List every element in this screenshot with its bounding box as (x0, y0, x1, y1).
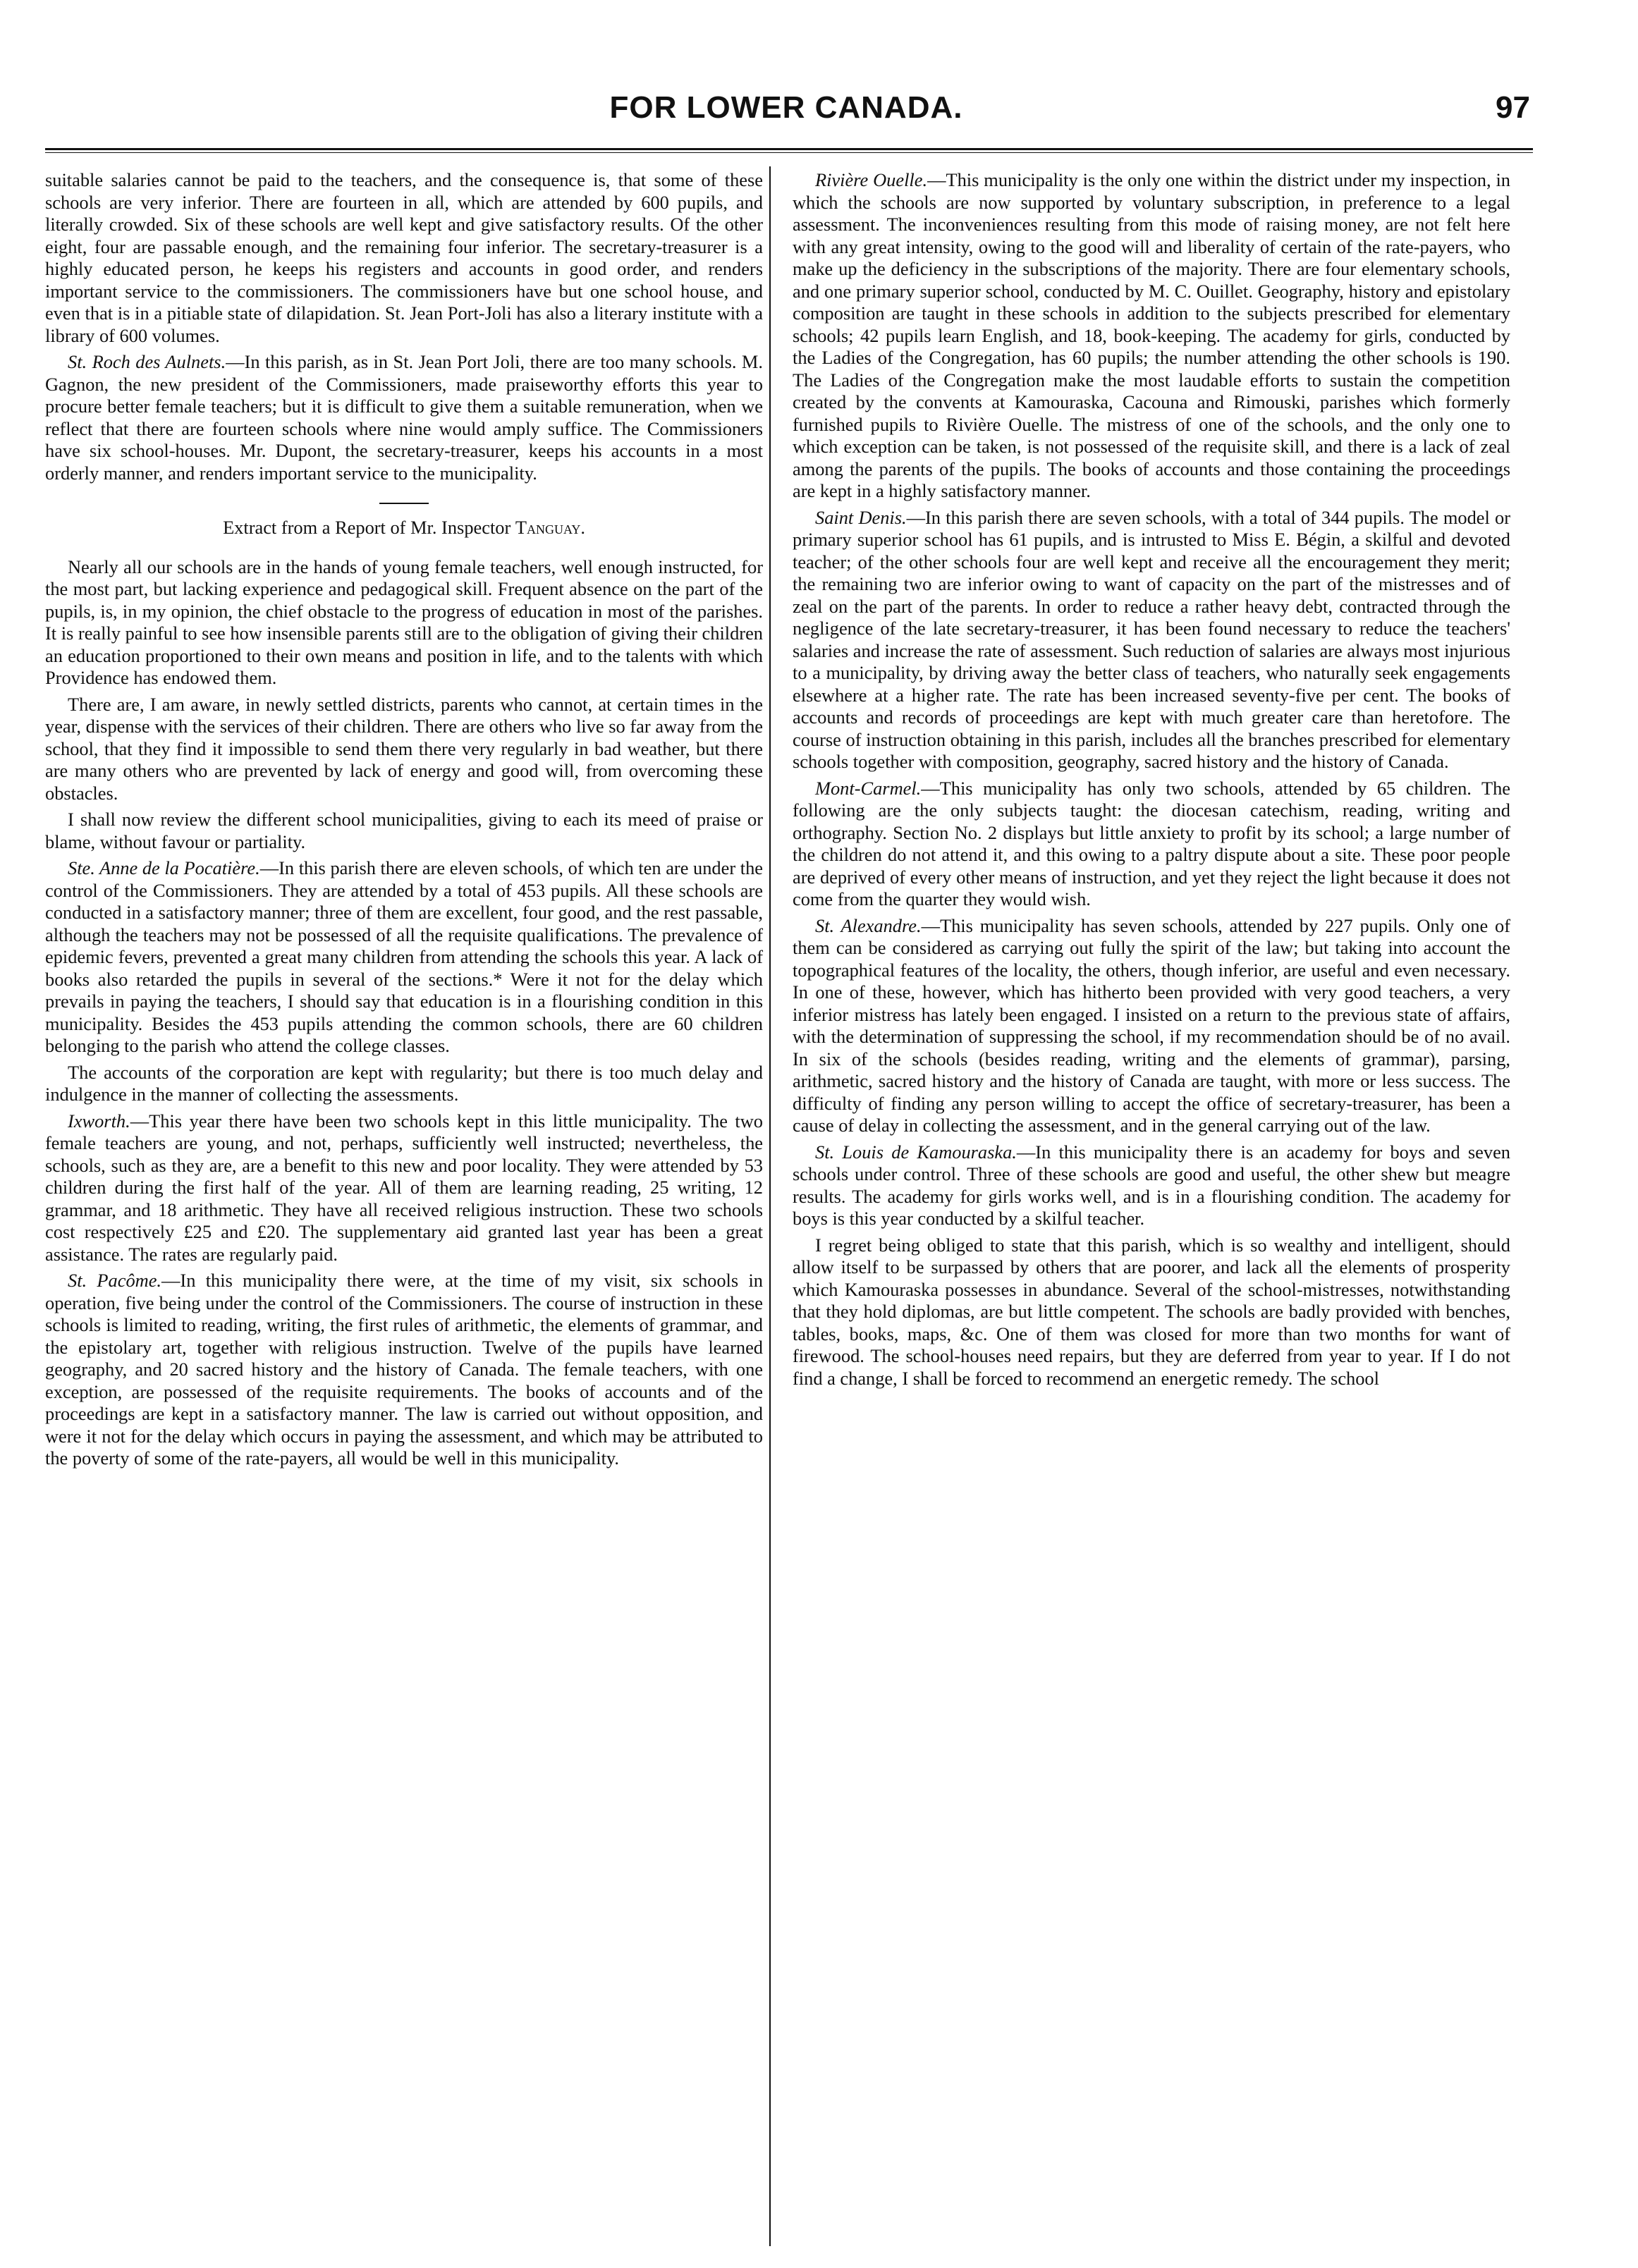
paragraph-text: —This municipality has seven schools, attended by 227 pupils. Only one of them can be considered as carrying out fully the spirit of the law; but taking into account the topographical features of the locality, the others, though inferior, are useful and even necessary. In one of these, however, which has hitherto been provided with very good teachers, a very inferior mistress has lately been engaged. I insisted on a return to the previous state of affairs, with the determination of suppressing the school, if my recommendation should be of no avail. In six of the schools (besides reading, writing and the elements of grammar), parsing, arithmetic, sacred history and the history of Canada are taught, with more or less success. The difficulty of finding any person willing to accept the office of secretary-treasurer, has been a cause of delay in collecting the assessment, and in the general carrying out of the law. (793, 914, 1510, 1136)
paragraph-text: —This year there have been two schools kept in this little municipality. The two female teachers are young, and not, perhaps, sufficiently well instructed; nevertheless, the schools, such as they are, are a benefit to this new and poor locality. They were attended by 53 children during the first half of the year. All of them are learning reading, 25 writing, 12 grammar, and 18 arithmetic. They have all received religious instruction. These two schools cost respectively £25 and £20. The supplementary aid granted last year has been a great assistance. The rates are regularly paid. (45, 1110, 763, 1265)
paragraph: suitable salaries cannot be paid to the teachers, and the consequence is, that some of these schools are very inferior. There are fourteen in all, which are attended by 600 pupils, and literally crowded. Six of these schools are well kept and give satisfactory results. Of the other eight, four are passable enough, and the remaining four inferior. The secretary-treasurer is a highly educated person, he keeps his registers and accounts in good order, and renders important service to the commissioners. The commissioners have but one school house, and even that is in a pitiable state of dilapidation. St. Jean Port-Joli has also a literary institute with a library of 600 volumes. (45, 169, 763, 346)
page-number: 97 (1496, 90, 1530, 125)
paragraph (45, 351, 763, 484)
running-title: FOR LOWER CANADA. (609, 90, 963, 125)
inspector-name: Tanguay. (515, 517, 585, 538)
paragraph (793, 169, 1510, 503)
paragraph-text: —In this parish there are eleven schools, of which ten are under the control of the Commissioners. They are attended by a total of 453 pupils. All these schools are conducted in a satisfactory manner; three of them are excellent, four good, and the rest passable, although the teachers may not be possessed of all the requisite qualifications. The prevalence of epidemic fevers, prevented a great many children from attending the schools this year. A lack of books also retarded the pupils in several of the sections.* Were it not for the delay which prevails in paying the teachers, I should say that education is in a flourishing condition in this municipality. Besides the 453 pupils attending the common schools, there are 60 children belonging to the parish who attend the college classes. (45, 857, 763, 1056)
paragraph (793, 915, 1510, 1137)
header-rule (45, 148, 1533, 150)
left-column (45, 169, 763, 1474)
section-rule (379, 503, 429, 504)
paragraph (793, 1141, 1510, 1230)
paragraph: I regret being obliged to state that this parish, which is so wealthy and intelligent, should allow itself to be surpassed by others that are poorer, and lack all the elements of prosperity which Kamouraska possesses in abundance. Several of the school-mistresses, notwithstanding that they hold diplomas, are but little competent. The schools are badly provided with benches, tables, books, maps, &c. One of them was closed for more than two months for want of firewood. The school-houses need repairs, but they are deferred from year to year. If I do not find a change, I shall be forced to recommend an energetic remedy. The school (793, 1234, 1510, 1389)
paragraph-text: —In this municipality there were, at the time of my visit, six schools in operation, five being under the control of the Commissioners. The course of instruction in these schools is limited to reading, writing, the first rules of arithmetic, the elements of grammar, and the epistolary art, together with religious instruction. Twelve of the pupils have learned geography, and 20 sacred history and the history of Canada. The female teachers, with one exception, are possessed of the requisite requirements. The books of accounts and of the proceedings are kept in a satisfactory manner. The law is carried out without opposition, and were it not for the delay which occurs in paying the assessment, and which may be attributed to the poverty of some of the rate-payers, all would be well in this municipality. (45, 1270, 763, 1469)
section-heading: Rivière Ouelle. (815, 169, 928, 190)
paragraph: I shall now review the different school municipalities, giving to each its meed of praise or blame, without favour or partiality. (45, 809, 763, 852)
paragraph-text: —In this parish, as in St. Jean Port Joli, there are too many schools. M. Gagnon, the new president of the Commissioners, made praiseworthy efforts this year to procure better female teachers; but it is difficult to give them a suitable remuneration, when we reflect that there are fourteen schools where nine would amply suffice. The Commissioners have six school-houses. Mr. Dupont, the secretary-treasurer, keeps his accounts in a most orderly manner, and renders important service to the municipality. (45, 351, 763, 484)
section-heading: Ste. Anne de la Pocatière. (68, 857, 260, 878)
section-heading: Saint Denis. (815, 506, 907, 528)
paragraph-text: —This municipality is the only one within the district under my inspection, in which the schools are now supported by voluntary subscription, in preference to a legal assessment. The inconveniences resulting from this mode of raising money, are not felt here with any great intensity, owing to the good will and liberality of certain of the rate-payers, who make up the deficiency in the subscriptions of the majority. There are four elementary schools, and one primary superior school, conducted by M. C. Ouillet. Geography, history and epistolary composition are taught in these schools in addition to the subjects prescribed for elementary schools; 42 pupils learn English, and 18, book-keeping. The academy for girls, conducted by the Ladies of the Congregation, has 60 pupils; the number attending the other schools is 190. The Ladies of the Congregation make the most laudable efforts to sustain the competition created by the convents at Kamouraska, Cacouna and Rimouski, parishes which formerly furnished pupils to Rivière Ouelle. The mistress of one of the schools, and the only one to which exception can be taken, is not possessed of the requisite skill, and there is a lack of zeal among the parents of the pupils. The books of accounts and those containing the proceedings are kept in a highly satisfactory manner. (793, 169, 1510, 501)
page-header (42, 83, 1530, 133)
section-heading: Mont-Carmel. (815, 777, 922, 799)
section-heading: St. Pacôme. (68, 1270, 162, 1291)
paragraph: Nearly all our schools are in the hands of young female teachers, well enough instructed, for the most part, but lacking experience and pedagogical skill. Frequent absence on the part of the pupils, is, in my opinion, the chief obstacle to the progress of education in most of the parishes. It is really painful to see how insensible parents still are to the obligation of giving their children an education proportioned to their own means and position in life, and to the talents with which Providence has endowed them. (45, 556, 763, 688)
column-divider (769, 166, 771, 2246)
paragraph-text: —This municipality has only two schools, attended by 65 children. The following are the only subjects taught: the diocesan catechism, reading, writing and orthography. Section No. 2 displays but little anxiety to profit by its school; a large number of the children do not attend it, and this owing to a paltry dispute about a site. These poor people are deprived of every other means of instruction, and yet they reject the light because it does not come from the quarter they would wish. (793, 777, 1510, 909)
paragraph: The accounts of the corporation are kept with regularity; but there is too much delay and indulgence in the manner of collecting the assessments. (45, 1061, 763, 1105)
paragraph: There are, I am aware, in newly settled districts, parents who cannot, at certain times in the year, dispense with the services of their children. There are others who live so far away from the school, that they find it impossible to send them there very regularly in bad weather, but there are many others who are prevented by lack of energy and good will, from overcoming these obstacles. (45, 693, 763, 804)
paragraph-text: —In this municipality there is an academy for boys and seven schools under control. Three of these schools are good and useful, the other shew but meagre results. The academy for girls works well, and is in a flourishing condition. The academy for boys is this year conducted by a skilful teacher. (793, 1141, 1510, 1229)
extract-title (45, 517, 763, 539)
section-heading: Ixworth. (68, 1110, 130, 1132)
section-heading: St. Alexandre. (815, 914, 922, 936)
paragraph (45, 857, 763, 1058)
paragraph (45, 1110, 763, 1266)
right-column (793, 169, 1510, 1394)
paragraph (793, 778, 1510, 911)
extract-title-text: Extract from a Report of Mr. Inspector (223, 517, 515, 538)
section-heading: St. Roch des Aulnets. (68, 351, 226, 372)
paragraph (793, 507, 1510, 773)
paragraph (45, 1270, 763, 1470)
header-rule-thin (45, 152, 1533, 153)
section-heading: St. Louis de Kamouraska. (815, 1141, 1017, 1163)
paragraph-text: —In this parish there are seven schools, with a total of 344 pupils. The model or primary superior school has 61 pupils, and is intrusted to Miss E. Bégin, a skilful and devoted teacher; of the other schools four are well kept and receive all the encouragement they merit; the remaining two are inferior owing to want of capacity on the part of the mistresses and of zeal on the part of the parents. In order to reduce a rather heavy debt, contracted through the negligence of the late secretary-treasurer, it has been found necessary to reduce the teachers' salaries and increase the rate of assessment. Such reduction of salaries are always most injurious to a municipality, by driving away the better class of teachers, who naturally seek engagements elsewhere at a higher rate. The rate has been increased seventy-five per cent. The books of accounts and records of proceedings are kept with much greater care than heretofore. The course of instruction obtaining in this parish, includes all the branches prescribed for elementary schools together with composition, geography, sacred history and the history of Canada. (793, 506, 1510, 772)
